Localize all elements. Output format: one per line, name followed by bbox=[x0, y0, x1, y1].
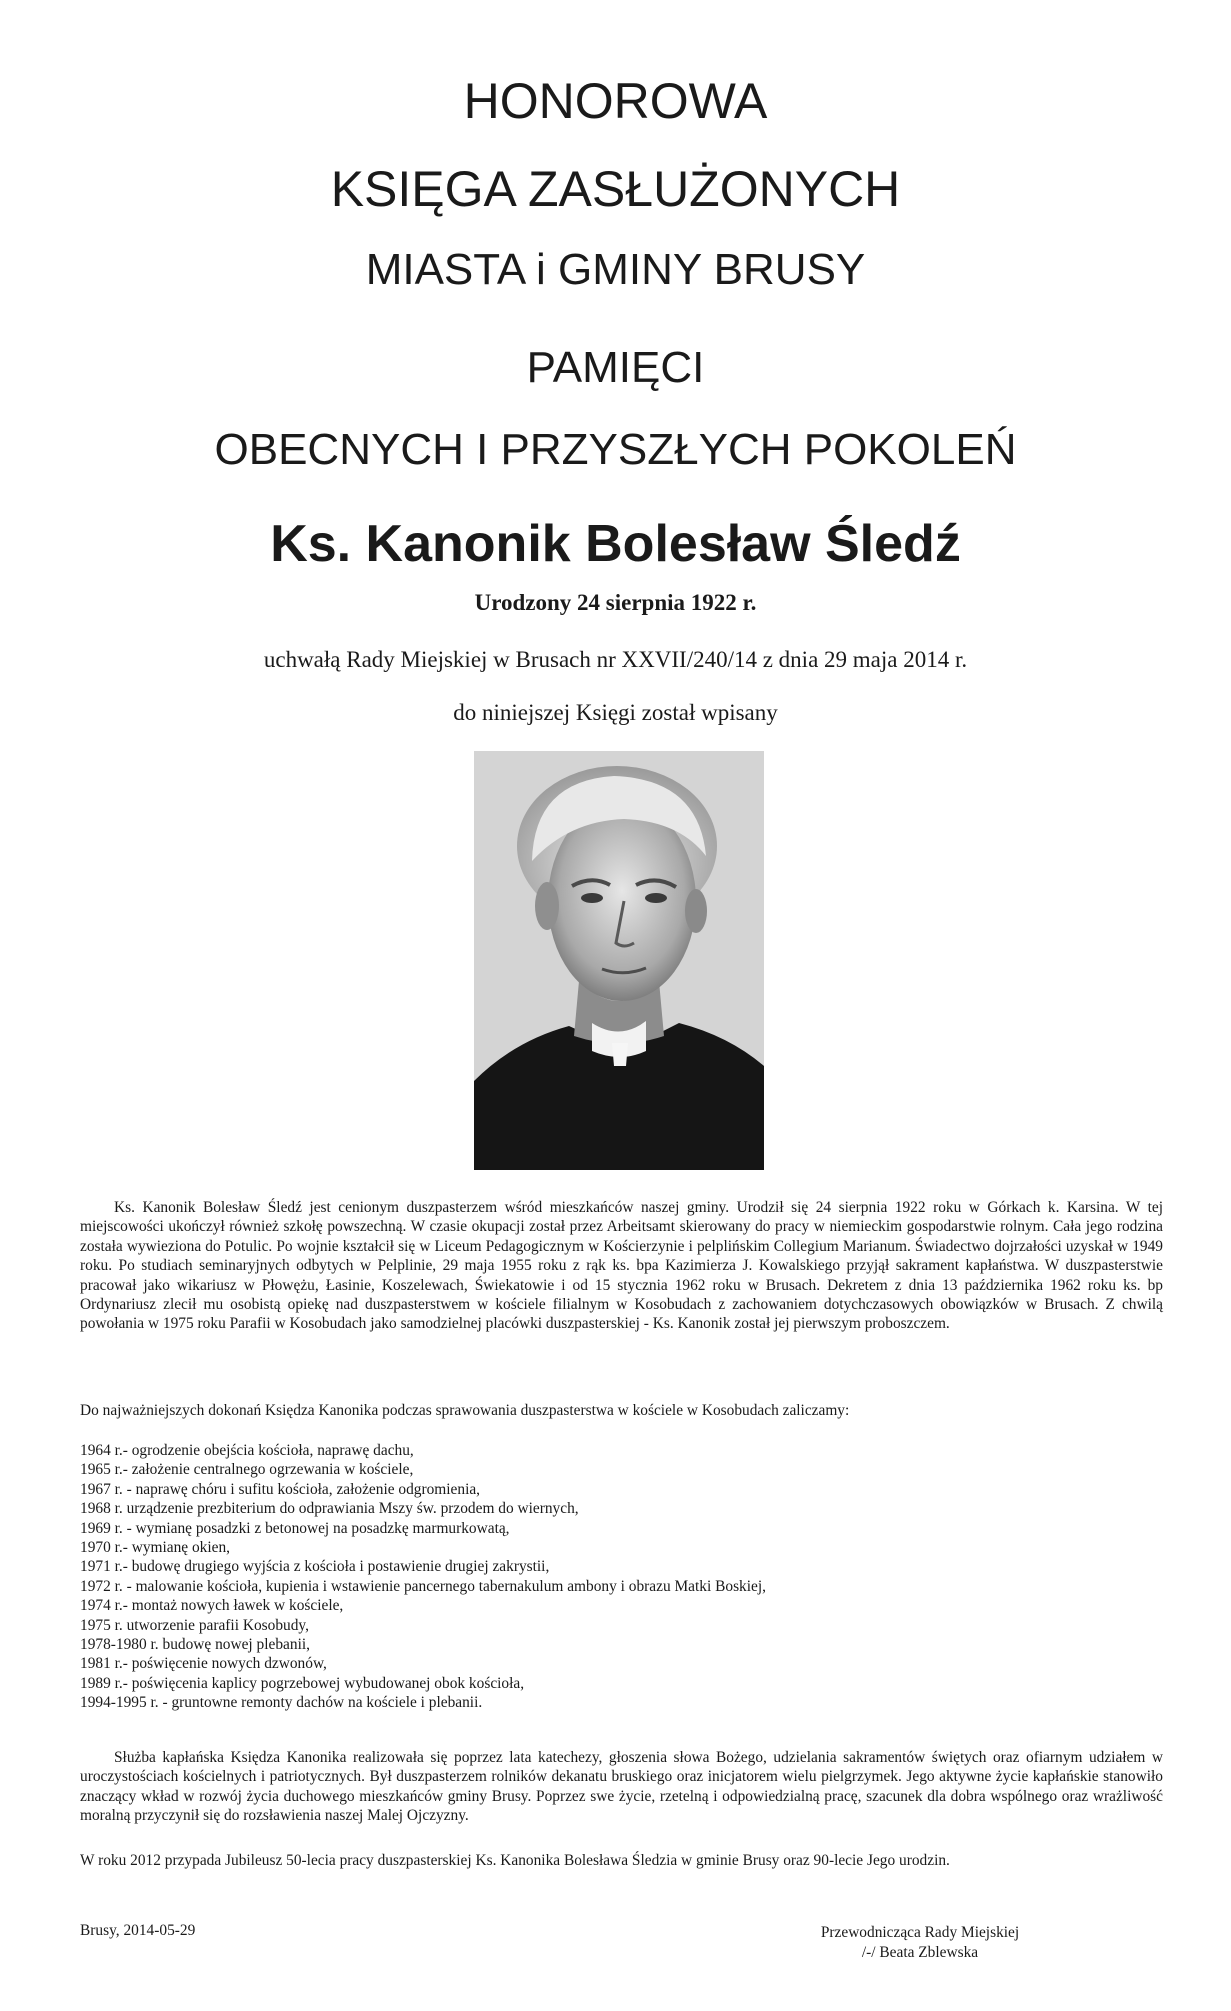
list-item: 1965 r.- założenie centralnego ogrzewania w kościele, bbox=[80, 1461, 414, 1479]
list-item: 1981 r.- poświęcenie nowych dzwonów, bbox=[80, 1655, 327, 1673]
list-item: 1968 r. urządzenie prezbiterium do odprawiania Mszy św. przodem do wiernych, bbox=[80, 1500, 579, 1518]
header-honorowa: HONOROWA bbox=[463, 73, 768, 129]
list-item: 1989 r.- poświęcenia kaplicy pogrzebowej wybudowanej obok kościoła, bbox=[80, 1674, 525, 1692]
list-item: 1974 r.- montaż nowych ławek w kościele, bbox=[80, 1597, 344, 1615]
signature-block bbox=[780, 1923, 1060, 1963]
signatory-name: /-/ Beata Zblewska bbox=[861, 1944, 979, 1961]
list-item: 1964 r.- ogrodzenie obejścia kościoła, naprawę dachu, bbox=[80, 1442, 414, 1459]
achievements-intro: Do najważniejszych dokonań Księdza Kanonika podczas sprawowania duszpasterstwa w kościele w Kosobudach zaliczamy: bbox=[80, 1402, 850, 1419]
signatory-title: Przewodnicząca Rady Miejskiej bbox=[820, 1924, 1020, 1941]
resolution-text: uchwałą Rady Miejskiej w Brusach nr XXVII/240/14 z dnia 29 maja 2014 r. bbox=[263, 647, 968, 672]
service-paragraph: Służba kapłańska Księdza Kanonika realizowała się poprzez lata katechezy, głoszenia słowa Bożego, udzielania sakramentów świętych oraz ofiarnym udziałem w uroczystościach kościelnych i patriotycznych. Był duszpasterzem rolników dekanatu bruskiego oraz inicjatorem wielu pielgrzymek. Jego aktywne życie kapłańskie stanowiło znaczący wkład w rozwój życia duchowego mieszkańców gminy Brusy. Poprzez swe życie, rzetelną i odpowiedzialną pracę, szacunek dla dobra wspólnego oraz wrażliwość moralną przyczynił się do rozsławienia naszej Malej Ojczyzny. bbox=[80, 1749, 1163, 1825]
header-ksiega: KSIĘGA ZASŁUŻONYCH bbox=[330, 161, 901, 217]
honoree-name: Ks. Kanonik Bolesław Śledź bbox=[270, 515, 961, 573]
header-pamieci: PAMIĘCI bbox=[526, 343, 705, 392]
list-item: 1972 r. - malowanie kościoła, kupienia i wstawienie pancernego tabernakulum ambony i obrazu Matki Boskiej, bbox=[80, 1577, 766, 1595]
header-pokolen: OBECNYCH I PRZYSZŁYCH POKOLEŃ bbox=[214, 425, 1017, 474]
place-date: Brusy, 2014-05-29 bbox=[80, 1922, 196, 1939]
portrait-photo bbox=[474, 751, 764, 1170]
entered-text: do niniejszej Księgi został wpisany bbox=[453, 700, 778, 725]
achievements-list bbox=[80, 1441, 1163, 1713]
list-item: 1994-1995 r. - gruntowne remonty dachów na kościele i plebanii. bbox=[80, 1694, 483, 1712]
list-item: 1975 r. utworzenie parafii Kosobudy, bbox=[80, 1616, 309, 1634]
header-miasta: MIASTA i GMINY BRUSY bbox=[365, 245, 866, 294]
list-item: 1971 r.- budowę drugiego wyjścia z kościoła i postawienie drugiej zakrystii, bbox=[80, 1558, 550, 1576]
list-item: 1967 r. - naprawę chóru i sufitu kościoła, założenie odgromienia, bbox=[80, 1480, 481, 1498]
list-item: 1970 r.- wymianę okien, bbox=[80, 1539, 231, 1557]
list-item: 1978-1980 r. budowę nowej plebanii, bbox=[80, 1636, 310, 1654]
biography-paragraph: Ks. Kanonik Bolesław Śledź jest cenionym duszpasterzem wśród mieszkańców naszej gminy. Urodził się 24 sierpnia 1922 roku w Górkach k. Karsina. W tej miejscowości ukończył również szkołę powszechną. W czasie okupacji został przez Arbeitsamt skierowany do pracy w niemieckim gospodarstwie rolnym. Cała jego rodzina została wywieziona do Potulic. Po wojnie kształcił się w Liceum Pedagogicznym w Kościerzynie i pelplińskim Collegium Marianum. Świadectwo dojrzałości uzyskał w 1949 roku. Po studiach seminaryjnych odbytych w Pelplinie, 29 maja 1955 roku z rąk ks. bpa Kazimierza J. Kowalskiego przyjął sakrament kapłaństwa. W duszpasterstwie pracował jako wikariusz w Płowężu, Łasinie, Koszelewach, Świekatowie i od 15 stycznia 1962 roku w Brusach. Dekretem z dnia 13 października 1962 roku ks. bp Ordynariusz zlecił mu osobistą opiekę nad duszpasterstwem w kościele filialnym w Kosobudach z zachowaniem dotychczasowych obowiązków w Brusach. Z chwilą powołania w 1975 roku Parafii w Kosobudach jako samodzielnej placówki duszpasterskiej - Ks. Kanonik został jej pierwszym proboszczem. bbox=[80, 1199, 1163, 1333]
list-item: 1969 r. - wymianę posadzki z betonowej na posadzkę marmurkowatą, bbox=[80, 1519, 510, 1537]
portrait-illustration bbox=[474, 751, 764, 1170]
birth-date: Urodzony 24 sierpnia 1922 r. bbox=[474, 590, 757, 615]
jubilee-paragraph: W roku 2012 przypada Jubileusz 50-lecia pracy duszpasterskiej Ks. Kanonika Bolesława Śledzia w gminie Brusy oraz 90-lecie Jego urodzin. bbox=[80, 1852, 950, 1869]
